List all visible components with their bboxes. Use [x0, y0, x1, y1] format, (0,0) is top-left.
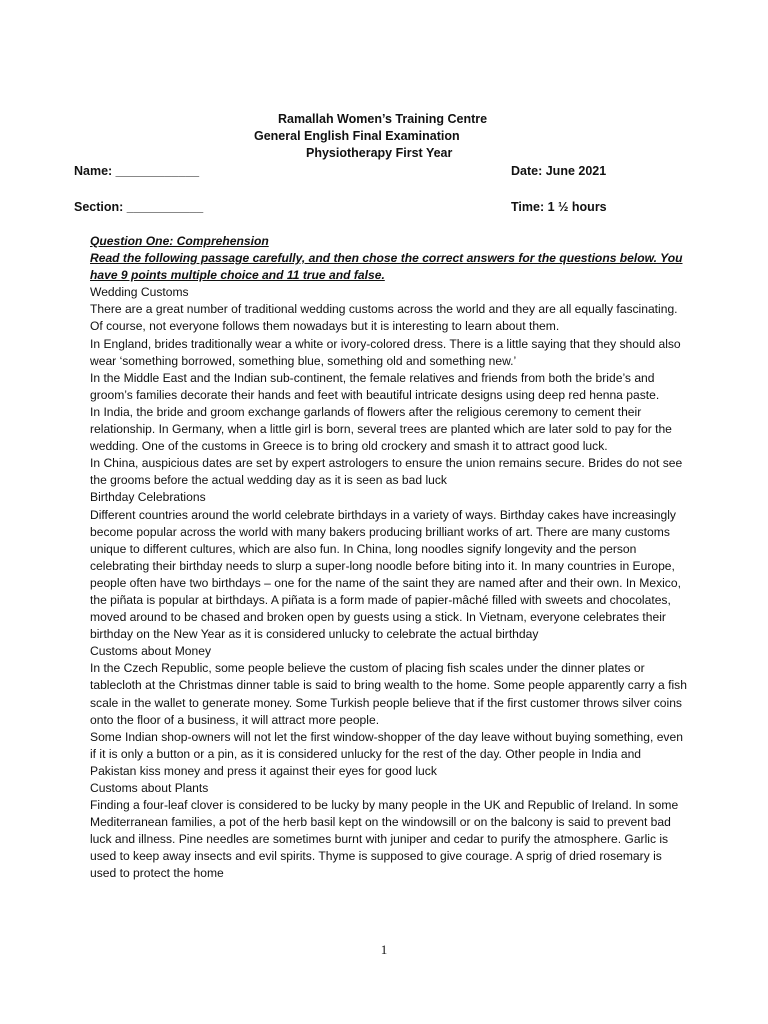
exam-body — [90, 233, 690, 883]
section-heading-wedding: Wedding Customs — [90, 285, 189, 300]
question-title: Question One: Comprehension — [90, 234, 269, 248]
date-label: Date: June 2021 — [511, 164, 607, 178]
section-heading-birthday: Birthday Celebrations — [90, 490, 206, 505]
exam-title: General English Final Examination — [254, 129, 460, 143]
course-title: Physiotherapy First Year — [306, 146, 453, 160]
section-heading-money: Customs about Money — [90, 644, 211, 659]
paragraph: Some Indian shop-owners will not let the first window-shopper of the day leave without buying something, even if it is only a button or a pin, as it is considered unlucky for the rest of the day. Other people in India and Pakistan kiss money and press it against their eyes for good luck — [90, 729, 683, 778]
section-field: Section: ___________ — [74, 200, 204, 214]
name-field: Name: ____________ — [74, 164, 200, 178]
paragraph: In India, the bride and groom exchange garlands of flowers after the religious ceremony to cement their relationship. In Germany, when a little girl is born, several trees are planted which are later sold to pay for the wedding. One of the customs in Greece is to bring old crockery and smash it to attract good luck. — [90, 404, 672, 454]
paragraph: In the Czech Republic, some people believe the custom of placing fish scales under the dinner plates or tablecloth at the Christmas dinner table is said to bring wealth to the home. Some people apparently carry a fish scale in the wallet to generate money. Some Turkish people believe that if the first customer throws silver coins onto the floor of a business, it will attract more people. — [90, 661, 687, 727]
section-heading-plants: Customs about Plants — [90, 781, 209, 795]
institution-title: Ramallah Women’s Training Centre — [278, 112, 488, 126]
question-instructions: Read the following passage carefully, and then chose the correct answers for the questions below. You have 9 points multiple choice and 11 true and false. — [90, 251, 683, 283]
paragraph: In England, brides traditionally wear a white or ivory-colored dress. There is a little saying that they should also wear ‘something borrowed, something blue, something old and something new.’ — [90, 336, 681, 368]
page-number: 1 — [380, 942, 388, 957]
time-label: Time: 1 ½ hours — [511, 200, 607, 214]
paragraph: In the Middle East and the Indian sub-continent, the female relatives and friends from both the bride’s and groom’s families decorate their hands and feet with beautiful intricate designs using deep red henna paste. — [90, 370, 660, 402]
paragraph: There are a great number of traditional wedding customs across the world and they are all equally fascinating. Of course, not everyone follows them nowadays but it is interesting to learn about them. — [90, 302, 678, 334]
paragraph: Different countries around the world celebrate birthdays in a variety of ways. Birthday cakes have increasingly become popular across the world with many bakers producing brilliant works of art. There are many customs unique to different cultures, which are also fun. In China, long noodles signify longevity and the person celebrating their birthday needs to slurp a super-long noodle before biting into it. In many countries in Europe, people often have two birthdays – one for the name of the saint they are named after and their own. In Mexico, the piñata is popular at birthdays. A piñata is a form made of papier-mâché filled with sweets and chocolates, moved around to be chased and broken open by guests using a stick. In Vietnam, everyone celebrates their birthday on the New Year as it is considered unlucky to celebrate the actual birthday — [90, 507, 681, 642]
paragraph: In China, auspicious dates are set by expert astrologers to ensure the union remains secure. Brides do not see the grooms before the actual wedding day as it is seen as bad luck — [90, 456, 683, 488]
paragraph: Finding a four-leaf clover is considered to be lucky by many people in the UK and Republic of Ireland. In some Mediterranean families, a pot of the herb basil kept on the windowsill or on the balcony is said to prevent bad luck and illness. Pine needles are sometimes burnt with juniper and cedar to purify the atmosphere. Garlic is used to keep away insects and evil spirits. Thyme is supposed to give courage. A sprig of dried rosemary is used to protect the home — [90, 798, 679, 881]
